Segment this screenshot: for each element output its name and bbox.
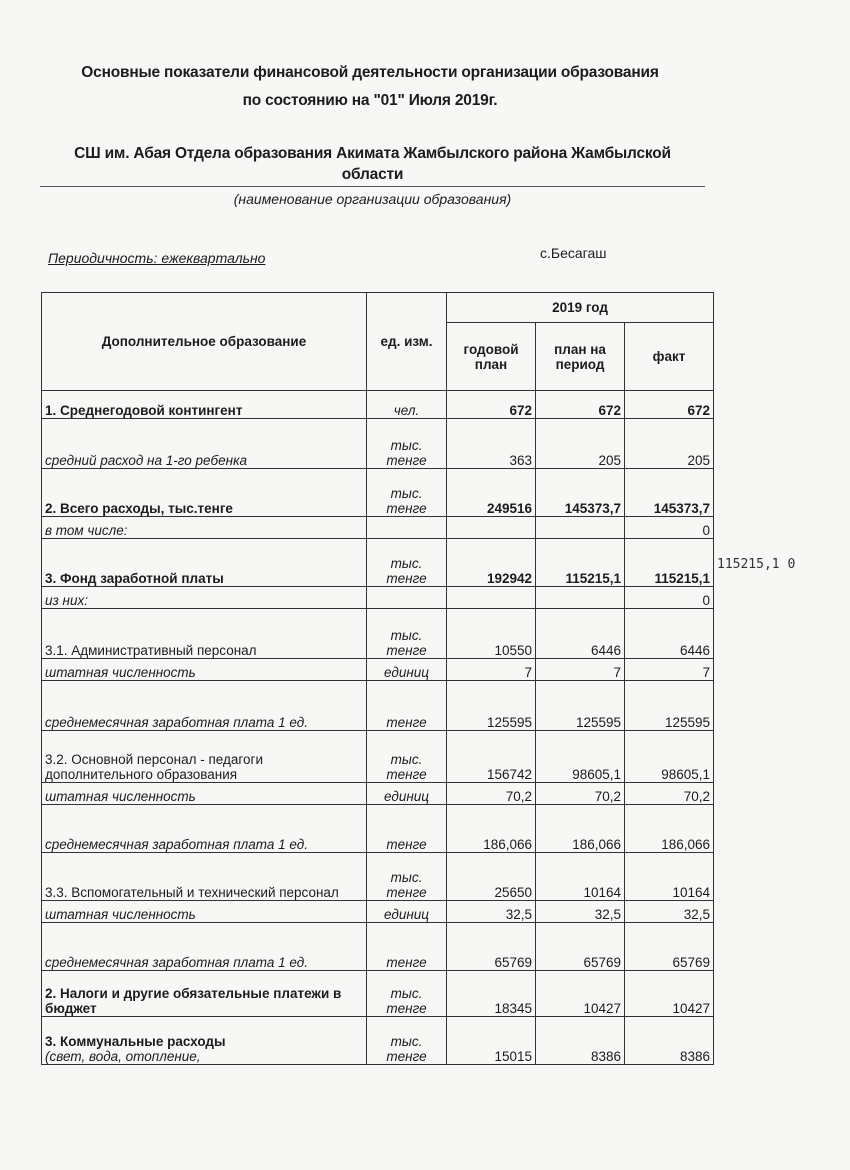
row-annual-plan: 363	[447, 419, 536, 469]
row-unit: единиц	[367, 783, 447, 805]
row-fact: 10427	[625, 971, 714, 1017]
row-annual-plan	[447, 517, 536, 539]
col-header-unit: ед. изм.	[367, 293, 447, 391]
organization-underline	[40, 186, 705, 187]
row-fact: 672	[625, 391, 714, 419]
row-period-plan: 10427	[536, 971, 625, 1017]
table-row	[42, 923, 714, 971]
row-fact: 98605,1	[625, 731, 714, 783]
row-unit: тыс. тенге	[367, 853, 447, 901]
row-annual-plan: 15015	[447, 1017, 536, 1065]
table-row	[42, 609, 714, 659]
row-period-plan	[536, 517, 625, 539]
row-annual-plan: 125595	[447, 681, 536, 731]
row-unit: чел.	[367, 391, 447, 419]
row-fact: 65769	[625, 923, 714, 971]
financial-table	[41, 292, 714, 1065]
row-period-plan: 65769	[536, 923, 625, 971]
row-annual-plan: 18345	[447, 971, 536, 1017]
row-period-plan: 6446	[536, 609, 625, 659]
row-fact: 70,2	[625, 783, 714, 805]
organization-name: СШ им. Абая Отдела образования Акимата Жамбылского района Жамбылской	[74, 145, 671, 162]
row-annual-plan: 32,5	[447, 901, 536, 923]
row-period-plan: 70,2	[536, 783, 625, 805]
row-name: 3.2. Основной персонал - педагоги дополнительного образования	[42, 731, 367, 783]
row-name: 3.1. Административный персонал	[42, 609, 367, 659]
row-unit	[367, 587, 447, 609]
row-name: в том числе:	[42, 517, 367, 539]
table-row	[42, 1017, 714, 1065]
row-fact: 32,5	[625, 901, 714, 923]
row-unit: тыс. тенге	[367, 469, 447, 517]
row-unit: тыс. тенге	[367, 971, 447, 1017]
row-unit: тенге	[367, 805, 447, 853]
table-row	[42, 419, 714, 469]
row-annual-plan: 156742	[447, 731, 536, 783]
table-row	[42, 681, 714, 731]
row-unit: тыс. тенге	[367, 731, 447, 783]
row-name: 2. Налоги и другие обязательные платежи в бюджет	[42, 971, 367, 1017]
row-fact: 7	[625, 659, 714, 681]
row-annual-plan: 672	[447, 391, 536, 419]
row-annual-plan: 10550	[447, 609, 536, 659]
row-period-plan: 32,5	[536, 901, 625, 923]
row-fact: 115215,1	[625, 539, 714, 587]
table-row	[42, 853, 714, 901]
row-period-plan: 672	[536, 391, 625, 419]
row-fact: 205	[625, 419, 714, 469]
col-header-fact: факт	[625, 323, 714, 391]
table-row	[42, 805, 714, 853]
row-fact: 10164	[625, 853, 714, 901]
row-fact: 145373,7	[625, 469, 714, 517]
village-name: с.Бесагаш	[540, 245, 607, 261]
row-name: среднемесячная заработная плата 1 ед.	[42, 805, 367, 853]
periodicity: Периодичность: ежеквартально	[48, 250, 266, 266]
row-name: 3. Фонд заработной платы	[42, 539, 367, 587]
row-name: средний расход на 1-го ребенка	[42, 419, 367, 469]
row-unit: единиц	[367, 659, 447, 681]
organization-caption: (наименование организации образования)	[233, 191, 512, 207]
row-name-line2: (свет, вода, отопление,	[45, 1049, 201, 1064]
row-period-plan: 205	[536, 419, 625, 469]
col-header-name: Дополнительное образование	[42, 293, 367, 391]
row-period-plan: 125595	[536, 681, 625, 731]
table-row	[42, 587, 714, 609]
row-annual-plan	[447, 587, 536, 609]
row-name: штатная численность	[42, 901, 367, 923]
row-period-plan: 10164	[536, 853, 625, 901]
row-unit: тенге	[367, 681, 447, 731]
row-fact: 0	[625, 517, 714, 539]
table-row	[42, 517, 714, 539]
row-fact: 8386	[625, 1017, 714, 1065]
row-name: штатная численность	[42, 783, 367, 805]
table-row	[42, 391, 714, 419]
row-period-plan	[536, 587, 625, 609]
col-header-period: план на период	[536, 323, 625, 391]
side-note: 115215,1 0	[717, 557, 796, 572]
row-period-plan: 186,066	[536, 805, 625, 853]
row-name: 2. Всего расходы, тыс.тенге	[42, 469, 367, 517]
table-row	[42, 783, 714, 805]
row-fact: 125595	[625, 681, 714, 731]
row-name: 3.3. Вспомогательный и технический персонал	[42, 853, 367, 901]
row-unit	[367, 517, 447, 539]
row-fact: 186,066	[625, 805, 714, 853]
row-fact: 0	[625, 587, 714, 609]
row-name: 1. Среднегодовой контингент	[42, 391, 367, 419]
table-row	[42, 659, 714, 681]
row-unit: тыс. тенге	[367, 1017, 447, 1065]
row-name: среднемесячная заработная плата 1 ед.	[42, 923, 367, 971]
row-period-plan: 8386	[536, 1017, 625, 1065]
row-name-line1: 3. Коммунальные расходы	[45, 1034, 226, 1049]
row-annual-plan: 249516	[447, 469, 536, 517]
row-period-plan: 98605,1	[536, 731, 625, 783]
row-annual-plan: 25650	[447, 853, 536, 901]
row-period-plan: 145373,7	[536, 469, 625, 517]
table-row	[42, 901, 714, 923]
row-unit: единиц	[367, 901, 447, 923]
organization-name-cont: области	[341, 166, 404, 183]
table-row	[42, 731, 714, 783]
row-fact: 6446	[625, 609, 714, 659]
row-unit: тыс. тенге	[367, 419, 447, 469]
row-period-plan: 115215,1	[536, 539, 625, 587]
document-title: Основные показатели финансовой деятельности организации образования	[81, 64, 659, 81]
row-annual-plan: 7	[447, 659, 536, 681]
row-name: среднемесячная заработная плата 1 ед.	[42, 681, 367, 731]
row-name: штатная численность	[42, 659, 367, 681]
col-header-annual: годовой план	[447, 323, 536, 391]
row-unit: тыс. тенге	[367, 539, 447, 587]
row-name: из них:	[42, 587, 367, 609]
col-header-year: 2019 год	[447, 293, 714, 323]
row-annual-plan: 70,2	[447, 783, 536, 805]
report-date: по состоянию на "01" Июля 2019г.	[242, 92, 498, 109]
row-annual-plan: 186,066	[447, 805, 536, 853]
row-period-plan: 7	[536, 659, 625, 681]
row-unit: тенге	[367, 923, 447, 971]
table-row	[42, 539, 714, 587]
table-row	[42, 469, 714, 517]
row-unit: тыс. тенге	[367, 609, 447, 659]
table-row	[42, 971, 714, 1017]
row-name	[42, 1017, 367, 1065]
row-annual-plan: 65769	[447, 923, 536, 971]
row-annual-plan: 192942	[447, 539, 536, 587]
